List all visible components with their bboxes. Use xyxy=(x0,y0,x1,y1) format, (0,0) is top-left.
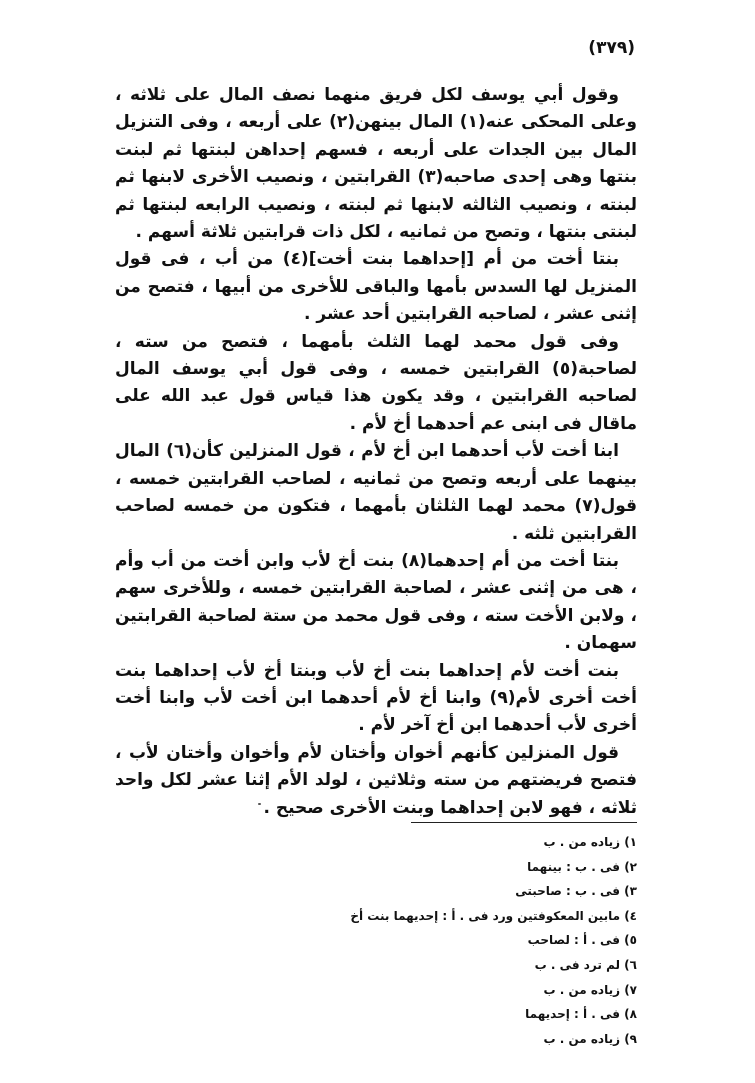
footnote-3: ٣) فى . ب : صاحبتى xyxy=(515,884,637,899)
body-text xyxy=(115,82,637,822)
footnote-4: ٤) مابين المعكوفتين ورد فى . أ : إحديهما بنت أخ xyxy=(350,908,637,923)
footnote-2: ٢) فى . ب : بينهما xyxy=(527,859,637,874)
footnote-6: ٦) لم ترد فى . ب xyxy=(534,957,637,972)
scan-speck xyxy=(258,803,261,805)
footnote-8: ٨) فى . أ : إحديهما xyxy=(525,1007,637,1022)
footnote-7: ٧) زياده من . ب xyxy=(543,982,637,997)
footnote-divider xyxy=(411,822,637,823)
page-number: (٣٧٩) xyxy=(588,38,635,58)
paragraph-2: بنتا أخت من أم [إحداهما بنت أخت](٤) من أب ، فى قول المنزيل لها السدس بأمها والباقى للأخرى من أبيها ، فتصح من إثنى عشر ، لصاحبه القرابتين أحد عشر . xyxy=(115,249,637,325)
paragraph-6: بنت أخت لأم إحداهما بنت أخ لأب وبنتا أخ لأب إحداهما بنت أخت أخرى لأم(٩) وابنا أخ لأم أحدهما ابن أخت لأب وابنا أخت أخرى لأب أحدهما ابن أخ آخر لأم . xyxy=(115,660,637,736)
paragraph-7: قول المنزلين كأنهم أخوان وأختان لأم وأخوان وأختان لأب ، فتصح فريضتهم من سته وثلاثين ، لولد الأم إثنا عشر لكل واحد ثلاثه ، فهو لابن إحداهما وبنت الأخرى صحيح . xyxy=(115,742,637,818)
footnotes-list xyxy=(237,830,637,1051)
paragraph-1: وقول أبي يوسف لكل فريق منهما نصف المال على ثلاثه ، وعلى المحكى عنه(١) المال بينهن(٢) على أربعه ، وفى التنزيل المال بين الجدات على أربعه ، فسهم إحداهن لبنتها ثم لبنت بنتها وهى إحدى صاحبه(٣) القرابتين ، ونصيب الأخرى لابنها ثم لبنته ، ونصيب الثالثه لابنها ثم لبنته ، ونصيب الرابعه لبنتها ثم لبنتى بنتها ، وتصح من ثمانيه ، لكل ذات قرابتين ثلاثة أسهم . xyxy=(115,85,637,243)
paragraph-5: بنتا أخت من أم إحدهما(٨) بنت أخ لأب وابن أخت من أب وأم ، هى من إثنى عشر ، لصاحبة القرابتين خمسه ، وللأخرى سهم ، ولابن الأخت سته ، وفى قول محمد من ستة لصاحبة القرابتين سهمان . xyxy=(115,550,637,654)
paragraph-3: وفى قول محمد لهما الثلث بأمهما ، فتصح من سته ، لصاحبة(٥) القرابتين خمسه ، وفى قول أبي يوسف المال لصاحبه القرابتين ، وقد يكون هذا قياس قول عبد الله على ماقال فى ابنى عم أحدهما أخ لأم . xyxy=(115,331,637,434)
footnote-1: ١) زياده من . ب xyxy=(543,835,637,849)
paragraph-4: ابنا أخت لأب أحدهما ابن أخ لأم ، قول المنزلين كأن(٦) المال بينهما على أربعه وتصح من ثمانيه ، لصاحب القرابتين خمسه ، قول(٧) محمد لهما الثلثان بأمهما ، فتكون من خمسه لصاحب القرابتين ثلثه . xyxy=(115,441,637,544)
footnote-5: ٥) فى . أ : لصاحب xyxy=(527,933,637,948)
footnote-9: ٩) زياده من . ب xyxy=(543,1031,637,1046)
